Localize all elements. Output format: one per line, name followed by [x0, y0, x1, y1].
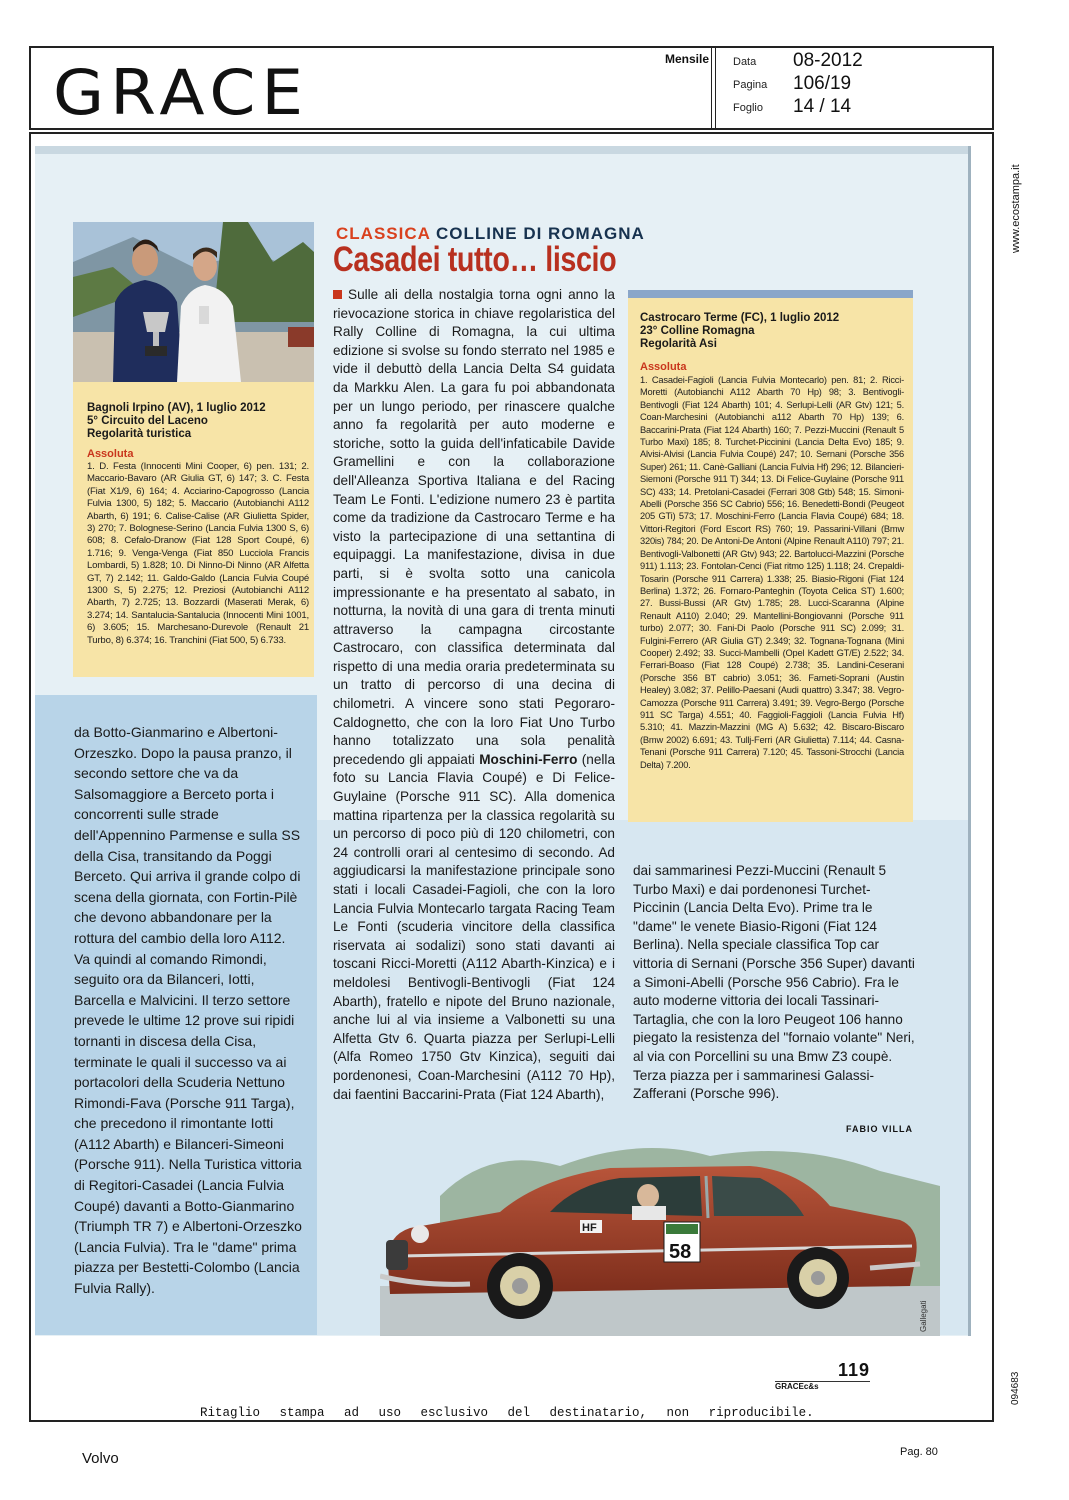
paragraph-marker-icon — [333, 290, 342, 299]
page-edge — [968, 146, 971, 1336]
winners-photo — [73, 222, 314, 382]
box1-assoluta: Assoluta — [87, 448, 134, 460]
box2-top-bar — [628, 290, 913, 298]
pagina-value: 106/19 — [793, 73, 852, 94]
foglio-value: 14 / 14 — [793, 96, 852, 117]
article-column-middle — [333, 286, 615, 1104]
kicker-event: COLLINE DI ROMAGNA — [436, 224, 645, 243]
page-top-strip — [35, 146, 970, 154]
data-label: Data — [733, 56, 757, 68]
data-value: 08-2012 — [793, 50, 863, 71]
middle-text-bold: Moschini-Ferro — [479, 751, 578, 767]
middle-text-1: Sulle ali della nostalgia torna ogni anno la rievocazione storica in chiave regolaristica del Rally Colline di Romagna, la cui ultima edizione si svolse su fondo sterrato nel 1985 e vide il debuttò della Lancia Delta S4 guidata da Markku Alen. La gara fu poi abbandonata per un lungo periodo, per rinascere qualche anno fa regolarità per auto moderne e storiche, sotto la guida dell'infaticabile Davide Gramellini e con la collaborazione dell'Alleanza Sportiva Italiana e del Racing Team Le Fonti. L'edizione numero 23 è partita come da tradizione da Castrocaro Terme e ha visto la partecipazione di una settantina di equipaggi. La manifestazione, divisa in due parti, si è svolta sotto una canicola impressionante e ha presentato al sabato, in notturna, la novità di una gara di trenta minuti attraverso la campagna circostante Castrocaro, con classifica determinata dal rispetto di una media oraria predeterminata su un tratto di percorso di una decina di chilometri. A vincere sono stati Pegoraro-Caldognetto, che con la loro Fiat Uno Turbo hanno totalizzato una sola penalità precedendo gli appaiati — [333, 287, 615, 767]
box2-title-line3: Regolarità Asi — [640, 338, 717, 350]
box1-results: 1. D. Festa (Innocenti Mini Cooper, 6) pen. 131; 2. Maccario-Bavaro (AR Giulia GT, 6) 147; 3. C. Festa (Fiat X1/9, 6) 164; 4. Acciarino-Capogrosso (Lancia Fulvia 1300, 5) 182; 5. Maccario (Autobianchi A112 Abarth, 6) 191; 6. Calise-Calise (AR Giulietta Spider, 3) 270; 7. Bolognese-Serino (Lancia Fulvia 1300 S, 6) 608; 8. Cefalo-Dranow (Fiat 128 Sport Coupé, 6) 1.716; 9. Venga-Venga (Fiat 850 Lucciola Francis Lombardi, 5) 1.828; 10. Di Ninno-Di Ninno (AR Alfetta GT, 7) 2.142; 11. Galdo-Galdo (Lancia Fulvia Coupé 1300 S, 5) 2.275; 12. Preziosi (Autobianchi A112 Abarth, 7) 2.725; 13. Bozzardi (Maserati Merak, 6) 3.274; 14. Santalucia-Santalucia (Innocenti Mini 1001, 6) 3.605; 15. Marchesano-Durevole (Renault 21 Turbo, 8) 6.374; 16. Tranchini (Fiat 500, 5) 6.733. — [87, 461, 309, 646]
author-byline: FABIO VILLA — [846, 1124, 913, 1134]
article-title: Casadei tutto… liscio — [333, 240, 617, 279]
winners-photo-drawing — [73, 222, 314, 382]
box1-title-line3: Regolarità turistica — [87, 428, 192, 440]
lancia-flavia-drawing — [380, 1136, 940, 1336]
frequency-label: Mensile — [665, 52, 710, 66]
box1-title-line1: Bagnoli Irpino (AV), 1 luglio 2012 — [87, 402, 266, 414]
client-name: Volvo — [82, 1450, 119, 1467]
middle-text-2: (nella foto su Lancia Flavia Coupé) e Di Felice-Guylaine (Porsche 911 SC). Alla domenica mattina ripartenza per la classica regolarità su un percorso di poco più di 120 chilometri, con 24 controlli orari al centesimo di secondo. Ad aggiudicarsi la manifestazione principale sono stati i locali Casadei-Fagioli, che con la loro Lancia Fulvia Montecarlo targata Racing Team Le Fonti (scuderia vincitore della classifica riservata ai sodalizi) sono stati davanti ai toscani Ricci-Moretti (A112 Abarth-Kinzica) e i meldolesi Bentivogli-Bentivogli (Fiat 124 Abarth), fratello e nipote del Bruno nazionale, anche lui al via insieme a Valbonetti su una Alfetta Gtv 6. Quarta piazza per Serlupi-Lelli (Alfa Romeo 1750 Gtv Kinzica), seguiti dai pordenonesi, Coan-Marchesini (A112 70 Hp), dai faentini Baccarini-Prata (Fiat 124 Abarth), — [333, 751, 616, 1102]
box2-title-line2: 23° Colline Romagna — [640, 325, 755, 337]
race-number: 58 — [669, 1241, 692, 1263]
side-url-text: www.ecostampa.it — [1010, 164, 1022, 253]
header-divider — [711, 48, 716, 128]
results-box-laceno — [73, 382, 314, 677]
page-section-label: GRACEc&s — [775, 1382, 819, 1391]
magazine-logo: GRACE — [53, 55, 310, 130]
article-column-right: dai sammarinesi Pezzi-Muccini (Renault 5 Turbo Maxi) e dai pordenonesi Turchet-Piccinin (Lancia Delta Evo). Prime tra le "dame" le venete Biasio-Rigoni (Fiat 124 Berlina). Nella speciale classifica Top car vittoria di Sernani (Porsche 356 Super) davanti a Simoni-Abelli (Porsche 956 Cabrio). Fra le auto moderne vittoria dei locali Tassinari-Tartaglia, che con la loro Peugeot 106 hanno piegato la resistenza del "fornaio volante" Neri, al via con Porcellini su una Bmw Z3 coupè. Terza piazza per i sammarinesi Galassi-Zafferani (Porsche 996). — [633, 863, 915, 1102]
side-code-text: 094683 — [1010, 1371, 1021, 1405]
article-column-left: da Botto-Gianmarino e Albertoni-Orzeszko. Dopo la pausa pranzo, il secondo settore che va da Salsomaggiore a Berceto porta i concorrenti sulle strade dell'Appennino Parmense e sulla SS della Cisa, transitando da Poggi Berceto. Qui arriva il grande colpo di scena della giornata, con Fortin-Pilè che devono abbandonare per la rottura del cambio della loro A112. Va quindi al comando Rimondi, seguito ora da Bilanceri, Iotti, Barcella e Malvicini. Il terzo settore prevede le ultime 12 prove sui ripidi tornanti in discesa della Cisa, terminate le quali il successo va ai portacolori della Scuderia Nettuno Rimondi-Fava (Porsche 911 Targa), che precedono il rimontante Iotti (A112 Abarth) e Bilanceri-Simeoni (Porsche 911). Nella Turistica vittoria di Regitori-Casadei (Lancia Fulvia Coupé) davanti a Botto-Gianmarino (Triumph TR 7) e Albertoni-Orzeszko (Lancia Fulvia). Tra le "dame" prima piazza per Bestetti-Colombo (Lancia Fulvia Rally). — [74, 724, 302, 1297]
box2-results: 1. Casadei-Fagioli (Lancia Fulvia Montecarlo) pen. 81; 2. Ricci-Moretti (Autobianchi A112 Abarth 70 Hp) 98; 3. Bentivogli-Bentivogli (Fiat 124 Abarth) 101; 4. Serlupi-Lelli (AR Gtv) 121; 5. Coan-Marchesini (Autobianchi a112 Abarth 70 Hp) 139; 6. Baccarini-Prata (Fiat 124 Abarth) 160; 7. Pezzi-Muccini (Renault 5 Turbo Maxi) 185; 8. Turchet-Piccinini (Lancia Delta Evo) 185; 9. Alvisi-Alvisi (Lancia Fulvia Coupé) 247; 10. Sernani (Porsche 356 Super) 261; 11. Canè-Galliani (Lancia Fulvia Hf) 296; 12. Bilancieri-Siemoni (Porsche 911 T) 344; 13. Di Felice-Guylaine (Porsche 911 SC) 433; 14. Pretolani-Casadei (Ferrari 308 Gtb) 548; 15. Simoni-Abelli (Porsche 356 SC Cabrio) 556; 16. Benedetti-Bondi (Peugeot 205 GTi) 573; 17. Moschini-Ferro (Lancia Flavia Coupé) 684; 18. Vittori-Regitori (Ford Escort RS) 760; 19. Passarini-Villani (Bmw 320is) 784; 20. De Antoni-De Antoni (Alpine Renault A110) 797; 21. Bentivogli-Valbonetti (AR Gtv) 943; 22. Bartolucci-Mazzini (Porsche 911) 1.113; 23. Fontolan-Cenci (Fiat ritmo 125) 1.118; 24. Crepaldi-Tosarin (Porsche 911 Carrera) 1.338; 25. Biasio-Rigoni (Fiat 124 Berlina) 1.372; 26. Fornaro-Panteghin (Toyota Celica ST) 1.600; 27. Bussi-Bussi (AR Gtv) 1.785; 28. Lucci-Scaranna (Alpine Renault A110) 2.040; 29. Mantellini-Bongiovanni (Porsche 911 turbo) 2.077; 30. Fani-Di Paolo (Porsche 911 SC) 2.099; 31. Fulgini-Ferrero (AR Giulia GT) 2.349; 32. Tognana-Tognana (Mini Cooper) 2.492; 33. Succi-Mambelli (Opel Kadett GT/E) 2.522; 34. Ferrari-Boaso (Fiat 128 Coupé) 2.738; 35. Landini-Ceserani (Porsche 356 BT cabrio) 3.051; 36. Farneti-Soprani (Austin Healey) 3.082; 37. Pelillo-Paesani (Audi quattro) 3.347; 38. Vegro-Camozza (Porsche 911 Carrera) 3.491; 39. Vegro-Bergo (Porsche 911 SC Targa) 4.551; 40. Faggioli-Faggioli (Lancia Fulvia Hf) 5.310; 41. Mazzin-Mazzini (MG A) 5.632; 42. Biscaro-Biscaro (Bmw 2002) 6.691; 43. Tullj-Ferri (AR Giulietta) 7.114; 44. Casna-Tenani (Porsche 911 Carrera) 7.120; 45. Tassoni-Strocchi (Lancia Delta) 7.200. — [640, 375, 904, 770]
copyright-note: Ritaglio stampa ad uso esclusivo del destinatario, non riproducibile. — [200, 1406, 814, 1420]
box2-title — [640, 312, 902, 351]
document-page: Pag. 80 — [900, 1446, 938, 1458]
pagina-label: Pagina — [733, 79, 768, 91]
box2-assoluta: Assoluta — [640, 361, 687, 373]
box1-title-line2: 5° Circuito del Laceno — [87, 415, 208, 427]
side-code — [1010, 1365, 1024, 1405]
foglio-label: Foglio — [733, 102, 763, 114]
clipping-header — [29, 46, 994, 130]
page-number-value: 119 — [775, 1360, 870, 1382]
hf-badge: HF — [582, 1222, 597, 1234]
photo-credit: Gallegati — [919, 1300, 928, 1332]
box1-title — [87, 402, 307, 441]
kicker-category: CLASSICA — [336, 224, 431, 243]
magazine-page-number — [775, 1360, 870, 1391]
car-photo — [380, 1136, 940, 1336]
box2-title-line1: Castrocaro Terme (FC), 1 luglio 2012 — [640, 312, 840, 324]
side-url — [1010, 145, 1024, 255]
results-box-colline — [628, 290, 913, 822]
